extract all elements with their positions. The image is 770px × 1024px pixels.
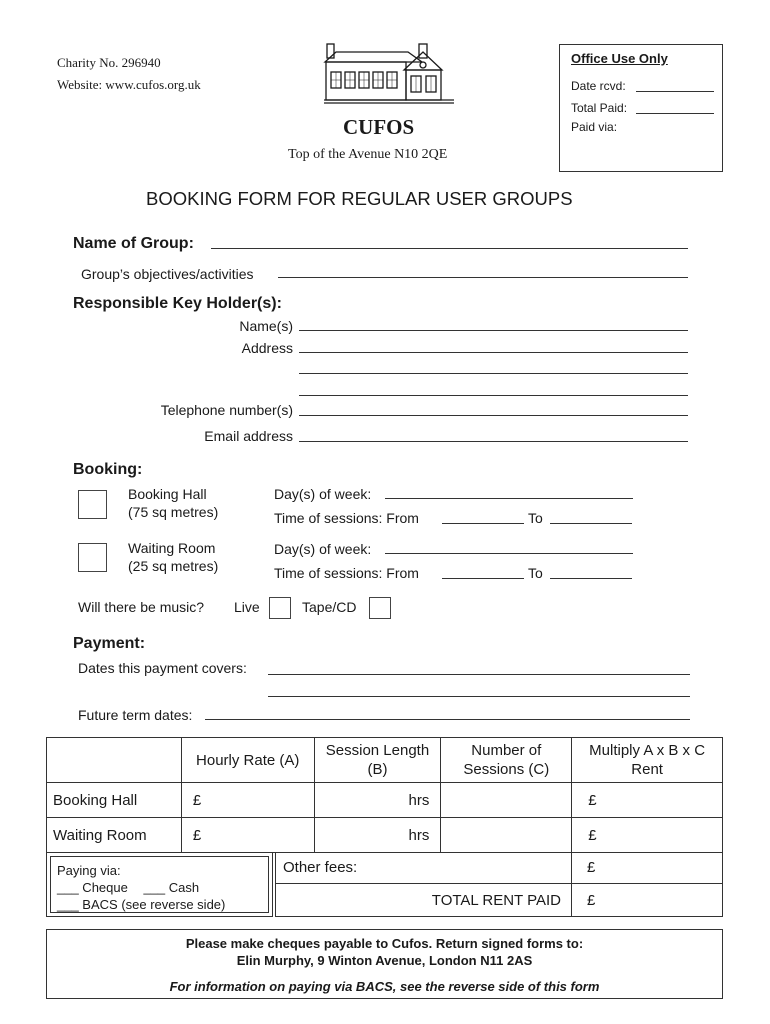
footer-line-3: For information on paying via BACS, see the reverse side of this form bbox=[169, 979, 600, 994]
hall-time-label: Time of sessions: From bbox=[274, 510, 419, 526]
room-days-label: Day(s) of week: bbox=[274, 541, 372, 557]
address-label: Address bbox=[241, 340, 293, 356]
room-days-line[interactable] bbox=[385, 553, 633, 554]
future-dates-label: Future term dates: bbox=[78, 707, 193, 723]
tape-cd-checkbox[interactable] bbox=[369, 597, 391, 619]
total-rent-label: TOTAL RENT PAID bbox=[431, 892, 561, 909]
booking-hall-rent-cell[interactable]: £ bbox=[572, 783, 723, 818]
table-row bbox=[47, 783, 723, 818]
hourly-rate-header: Hourly Rate (A) bbox=[181, 738, 314, 783]
number-of-sessions-header: Number of Sessions (C) bbox=[441, 738, 572, 783]
waiting-room-row-label: Waiting Room bbox=[47, 818, 182, 853]
hall-days-label: Day(s) of week: bbox=[274, 486, 372, 502]
total-paid-label: Total Paid: bbox=[571, 101, 628, 115]
office-use-box bbox=[559, 44, 723, 172]
cheque-option[interactable]: ___ Cheque bbox=[57, 880, 128, 895]
waiting-room-rate-cell[interactable]: £ bbox=[181, 818, 314, 853]
booking-hall-size: (75 sq metres) bbox=[128, 504, 219, 520]
footer-line-1: Please make cheques payable to Cufos. Return signed forms to: bbox=[185, 936, 584, 951]
objectives-label: Group’s objectives/activities bbox=[81, 266, 254, 282]
hall-to-label: To bbox=[528, 510, 543, 526]
paying-via-label: Paying via: bbox=[57, 863, 121, 878]
paid-via-label: Paid via: bbox=[571, 120, 618, 134]
email-label: Email address bbox=[204, 428, 293, 444]
session-length-header: Session Length (B) bbox=[314, 738, 441, 783]
other-fees-label: Other fees: bbox=[283, 859, 358, 876]
building-logo-icon bbox=[322, 40, 458, 106]
form-title: BOOKING FORM FOR REGULAR USER GROUPS bbox=[146, 188, 573, 209]
date-rcvd-label: Date rcvd: bbox=[571, 79, 626, 93]
rent-table bbox=[46, 737, 723, 853]
telephone-line[interactable] bbox=[299, 415, 688, 416]
booking-hall-rate-cell[interactable]: £ bbox=[181, 783, 314, 818]
objectives-line[interactable] bbox=[278, 277, 688, 278]
booking-hall-name: Booking Hall bbox=[128, 486, 207, 502]
total-rent-amount[interactable]: £ bbox=[587, 892, 596, 909]
waiting-room-rent-cell[interactable]: £ bbox=[572, 818, 723, 853]
other-fees-amount[interactable]: £ bbox=[587, 859, 596, 876]
room-to-line[interactable] bbox=[550, 578, 632, 579]
payment-heading: Payment: bbox=[73, 635, 146, 652]
room-to-label: To bbox=[528, 565, 543, 581]
address-line-2[interactable] bbox=[299, 373, 688, 374]
name-of-group-line[interactable] bbox=[211, 248, 688, 249]
fees-box bbox=[275, 852, 572, 917]
hall-days-line[interactable] bbox=[385, 498, 633, 499]
total-paid-line[interactable] bbox=[636, 113, 714, 114]
music-label: Will there be music? bbox=[78, 599, 205, 615]
rent-header-blank bbox=[47, 738, 182, 783]
office-use-title: Office Use Only bbox=[571, 51, 668, 66]
payment-dates-line-1[interactable] bbox=[268, 674, 690, 675]
room-from-line[interactable] bbox=[442, 578, 524, 579]
waiting-room-sessions-cell[interactable] bbox=[441, 818, 572, 853]
email-line[interactable] bbox=[299, 441, 688, 442]
rent-header: Multiply A x B x C Rent bbox=[572, 738, 723, 783]
waiting-room-checkbox[interactable] bbox=[78, 543, 107, 572]
footer-box bbox=[46, 929, 723, 999]
booking-hall-length-cell[interactable]: hrs bbox=[314, 783, 441, 818]
hall-to-line[interactable] bbox=[550, 523, 632, 524]
booking-heading: Booking: bbox=[73, 461, 143, 478]
live-music-checkbox[interactable] bbox=[269, 597, 291, 619]
booking-hall-row-label: Booking Hall bbox=[47, 783, 182, 818]
bacs-option[interactable]: ___ BACS (see reverse side) bbox=[57, 897, 226, 912]
website: Website: www.cufos.org.uk bbox=[57, 77, 201, 92]
paying-via-box bbox=[46, 852, 273, 917]
table-row bbox=[47, 818, 723, 853]
date-rcvd-line[interactable] bbox=[636, 91, 714, 92]
cash-option[interactable]: ___ Cash bbox=[143, 880, 200, 895]
waiting-room-length-cell[interactable]: hrs bbox=[314, 818, 441, 853]
footer-line-2: Elin Murphy, 9 Winton Avenue, London N11 2AS bbox=[236, 953, 533, 968]
waiting-room-name: Waiting Room bbox=[128, 540, 216, 556]
names-label: Name(s) bbox=[239, 318, 293, 334]
key-holder-heading: Responsible Key Holder(s): bbox=[73, 295, 282, 312]
hall-from-line[interactable] bbox=[442, 523, 524, 524]
address-line-3[interactable] bbox=[299, 395, 688, 396]
org-address: Top of the Avenue N10 2QE bbox=[288, 147, 448, 162]
charity-number: Charity No. 296940 bbox=[57, 55, 161, 70]
waiting-room-size: (25 sq metres) bbox=[128, 558, 219, 574]
org-name: CUFOS bbox=[343, 115, 415, 139]
fees-amount-box bbox=[572, 852, 723, 917]
address-line-1[interactable] bbox=[299, 352, 688, 353]
name-of-group-label: Name of Group: bbox=[73, 235, 194, 252]
room-time-label: Time of sessions: From bbox=[274, 565, 419, 581]
booking-hall-sessions-cell[interactable] bbox=[441, 783, 572, 818]
live-label: Live bbox=[234, 599, 260, 615]
names-line[interactable] bbox=[299, 330, 688, 331]
tape-cd-label: Tape/CD bbox=[302, 599, 357, 615]
telephone-label: Telephone number(s) bbox=[160, 402, 293, 418]
payment-dates-label: Dates this payment covers: bbox=[78, 660, 247, 676]
payment-dates-line-2[interactable] bbox=[268, 696, 690, 697]
booking-hall-checkbox[interactable] bbox=[78, 490, 107, 519]
future-dates-line[interactable] bbox=[205, 719, 690, 720]
